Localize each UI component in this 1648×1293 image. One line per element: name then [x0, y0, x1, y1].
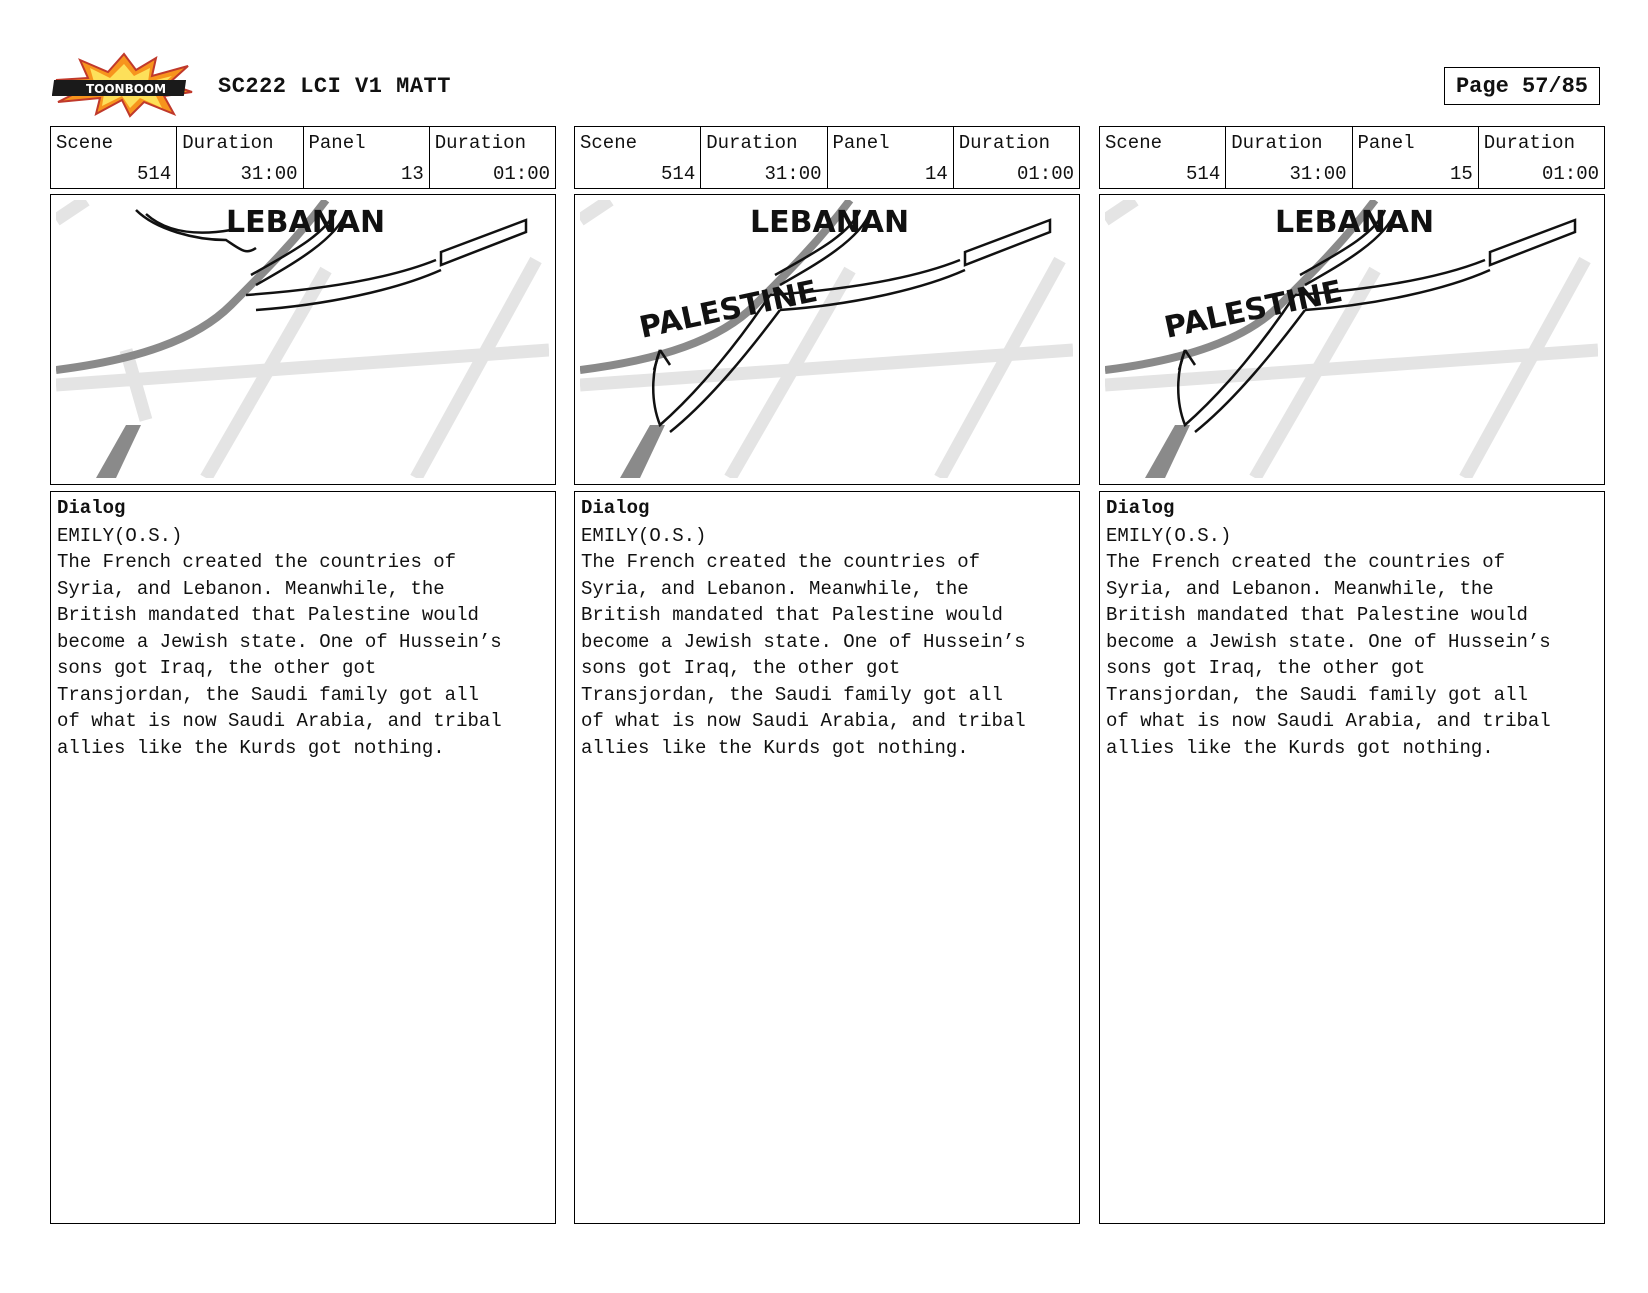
panel-duration-label: Duration — [958, 132, 1050, 154]
dialog-box — [1099, 491, 1605, 1224]
document-title: SC222 LCI V1 MATT — [218, 74, 451, 99]
panel-header — [574, 126, 1080, 189]
duration-label: Duration — [182, 132, 274, 154]
panel-header — [50, 126, 556, 189]
panel-number: 13 — [400, 163, 424, 185]
panel-duration: 01:00 — [1541, 163, 1599, 185]
map-label-lebanon: LEBANAN — [226, 205, 386, 240]
duration-label: Duration — [1231, 132, 1323, 154]
scene-label: Scene — [1105, 132, 1163, 154]
dialog-heading: Dialog — [581, 497, 650, 519]
scene-number: 514 — [1186, 163, 1221, 185]
sketch-frame — [1099, 194, 1605, 485]
toonboom-logo — [52, 52, 197, 118]
panel-number: 15 — [1449, 163, 1473, 185]
page-indicator: Page 57/85 — [1444, 67, 1600, 105]
dialog-box — [50, 491, 556, 1224]
duration-label: Duration — [706, 132, 798, 154]
map-sketch — [56, 200, 549, 478]
dialog-box — [574, 491, 1080, 1224]
scene-duration: 31:00 — [1289, 163, 1347, 185]
dialog-text: The French created the countries of Syria, and Lebanon. Meanwhile, the British mandated that Palestine would become a Jewish state. One of Hussein’s sons got Iraq, the other got Transjordan, the Saudi family got all of what is now Saudi Arabia, and tribal allies like the Kurds got nothing. — [57, 551, 502, 759]
sketch-frame — [574, 194, 1080, 485]
dialog-heading: Dialog — [57, 497, 126, 519]
panel-header — [1099, 126, 1605, 189]
dialog-speaker: EMILY(O.S.) — [1106, 525, 1232, 547]
panel-duration: 01:00 — [492, 163, 550, 185]
panel-number: 14 — [924, 163, 948, 185]
map-label-lebanon: LEBANAN — [750, 205, 910, 240]
panel-duration-label: Duration — [1483, 132, 1575, 154]
panel-label: Panel — [1357, 132, 1415, 154]
dialog-heading: Dialog — [1106, 497, 1175, 519]
scene-label: Scene — [580, 132, 638, 154]
map-label-lebanon: LEBANAN — [1275, 205, 1435, 240]
map-label-palestine: PALESTINE — [1161, 273, 1346, 346]
storyboard-panel — [574, 126, 1080, 1224]
dialog-text: The French created the countries of Syria, and Lebanon. Meanwhile, the British mandated that Palestine would become a Jewish state. One of Hussein’s sons got Iraq, the other got Transjordan, the Saudi family got all of what is now Saudi Arabia, and tribal allies like the Kurds got nothing. — [581, 551, 1026, 759]
sketch-frame — [50, 194, 556, 485]
panel-label: Panel — [308, 132, 366, 154]
map-label-palestine: PALESTINE — [636, 273, 821, 346]
storyboard-panel — [1099, 126, 1605, 1224]
logo-text: TOONBOOM — [85, 82, 167, 96]
scene-duration: 31:00 — [240, 163, 298, 185]
scene-number: 514 — [661, 163, 696, 185]
map-sketch — [580, 200, 1073, 478]
panel-duration-label: Duration — [434, 132, 526, 154]
scene-label: Scene — [56, 132, 114, 154]
dialog-speaker: EMILY(O.S.) — [581, 525, 707, 547]
scene-duration: 31:00 — [764, 163, 822, 185]
map-sketch — [1105, 200, 1598, 478]
dialog-text: The French created the countries of Syria, and Lebanon. Meanwhile, the British mandated that Palestine would become a Jewish state. One of Hussein’s sons got Iraq, the other got Transjordan, the Saudi family got all of what is now Saudi Arabia, and tribal allies like the Kurds got nothing. — [1106, 551, 1551, 759]
panel-duration: 01:00 — [1016, 163, 1074, 185]
dialog-speaker: EMILY(O.S.) — [57, 525, 183, 547]
storyboard-panel — [50, 126, 556, 1224]
scene-number: 514 — [137, 163, 172, 185]
panel-label: Panel — [832, 132, 890, 154]
